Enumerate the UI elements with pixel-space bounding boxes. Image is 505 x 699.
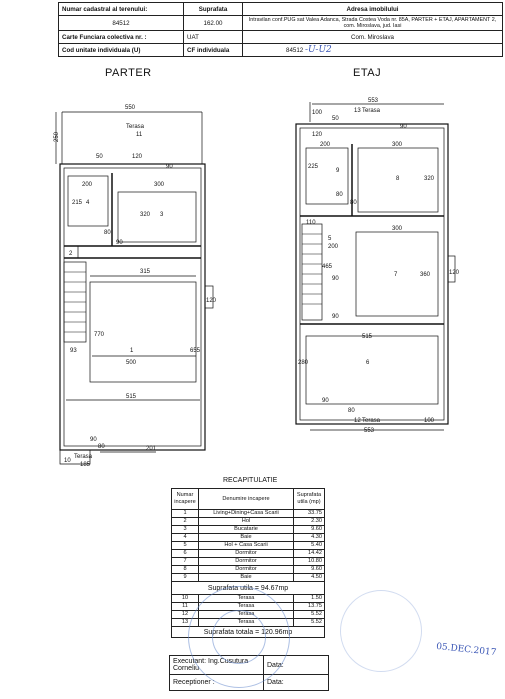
p-terasa11: Terasa — [126, 124, 145, 130]
executant-label: Executant: Ing.Cusutura Corneliu — [170, 656, 264, 675]
p-d90c: 90 — [90, 437, 97, 443]
recap-cell-n: 3 — [172, 526, 199, 534]
e-d465: 465 — [322, 264, 333, 270]
recap-cell-n: 6 — [172, 550, 199, 558]
p-d200: 200 — [82, 182, 93, 188]
recap-cell-n: 9 — [172, 574, 199, 582]
header-table — [58, 2, 503, 57]
recap-cell-d: Baie — [199, 534, 294, 542]
e-d200b: 200 — [328, 244, 339, 250]
e-d90b: 90 — [332, 276, 339, 282]
receptioner-label: Receptioner : — [170, 675, 264, 691]
official-stamp-inner — [212, 610, 266, 664]
faded-stamp — [340, 590, 422, 672]
sup-totala: Suprafata totala = 120.96mp — [172, 627, 325, 638]
recap-cell-d: Terasa — [199, 611, 294, 619]
e-terasa13: Terasa — [362, 108, 381, 114]
e-terasa12: Terasa — [362, 418, 381, 424]
adresa-value: Intravilan conf.PUG sat Valea Adanca, Strada Costea Voda nr. 85A, PARTER + ETAJ, APARTAMENT 2, com. Miroslava, jud. Iasi — [243, 16, 503, 31]
e-d90c: 90 — [332, 314, 339, 320]
recap-row — [172, 534, 325, 542]
uat-value: Com. Miroslava — [243, 31, 503, 44]
cadastral-label: Numar cadastral al terenului: — [59, 3, 184, 16]
e-d200: 200 — [320, 142, 331, 148]
cod-unitate-label: Cod unitate individuala (U) — [59, 44, 184, 57]
e-d280: 280 — [298, 360, 309, 366]
recap-cell-n: 1 — [172, 510, 199, 518]
recap-cell-v: 2.30 — [294, 518, 325, 526]
recap-cell-v: 1.50 — [294, 595, 325, 603]
recap-h-sup: Suprafata utila (mp) — [294, 489, 325, 510]
p-d185: 185 — [80, 462, 91, 468]
recap-h-den: Denumire incapere — [199, 489, 294, 510]
e-n7: 7 — [394, 272, 398, 278]
e-d360: 360 — [420, 272, 431, 278]
recap-cell-v: 14.42 — [294, 550, 325, 558]
recap-cell-v: 5.52 — [294, 611, 325, 619]
recap-row — [172, 518, 325, 526]
p-d515: 515 — [126, 394, 137, 400]
e-d100b: 100 — [424, 418, 435, 424]
recap-row — [172, 526, 325, 534]
recap-cell-n: 5 — [172, 542, 199, 550]
parter-floor-plan — [50, 86, 240, 471]
recap-cell-n: 12 — [172, 611, 199, 619]
recap-cell-v: 4.30 — [294, 534, 325, 542]
p-d90b: 90 — [116, 240, 123, 246]
uat-label: UAT — [184, 31, 243, 44]
etaj-title: ETAJ — [353, 67, 382, 79]
e-d300: 300 — [392, 142, 403, 148]
e-d300b: 300 — [392, 226, 403, 232]
p-d300: 300 — [154, 182, 165, 188]
p-d500: 500 — [126, 360, 137, 366]
p-n4: 4 — [86, 200, 90, 206]
receptioner-date: Data: — [264, 675, 329, 691]
e-d80c: 80 — [348, 408, 355, 414]
handwritten-date: 05.DEC.2017 — [435, 641, 497, 659]
e-d120b: 120 — [449, 270, 460, 276]
e-d553: 553 — [368, 98, 379, 104]
recap-cell-n: 13 — [172, 619, 199, 627]
recap-cell-v: 10.80 — [294, 558, 325, 566]
recap-cell-n: 2 — [172, 518, 199, 526]
recap-cell-d: Baie — [199, 574, 294, 582]
recap-cell-n: 11 — [172, 603, 199, 611]
p-terasa10: Terasa — [74, 454, 93, 460]
e-d110: 110 — [306, 220, 316, 226]
e-d80: 80 — [336, 192, 343, 198]
recap-cell-v: 33.75 — [294, 510, 325, 518]
p-d120: 120 — [132, 154, 143, 160]
suprafata-value: 162.00 — [184, 16, 243, 31]
recap-title: RECAPITULATIE — [223, 477, 278, 484]
e-n9: 9 — [336, 168, 340, 174]
recap-cell-d: Bucatarie — [199, 526, 294, 534]
recap-row — [172, 574, 325, 582]
recap-cell-n: 7 — [172, 558, 199, 566]
cf-colectiva-label: Carte Funciara colectiva nr. : — [59, 31, 184, 44]
recap-cell-d: Hol — [199, 518, 294, 526]
cf-individuala-cell — [243, 44, 503, 57]
recap-row — [172, 510, 325, 518]
e-n8: 8 — [396, 176, 400, 182]
recap-cell-d: Living+Dining+Casa Scarii — [199, 510, 294, 518]
recap-cell-d: Terasa — [199, 619, 294, 627]
recap-cell-v: 5.52 — [294, 619, 325, 627]
recap-row — [172, 542, 325, 550]
p-d550: 550 — [125, 105, 136, 111]
recap-cell-d: Dormitor — [199, 558, 294, 566]
e-d320: 320 — [424, 176, 435, 182]
e-d120: 120 — [312, 132, 323, 138]
e-d225: 225 — [308, 164, 319, 170]
recap-cell-v: 4.50 — [294, 574, 325, 582]
recap-cell-v: 13.75 — [294, 603, 325, 611]
p-d770: 770 — [94, 332, 105, 338]
recap-cell-v: 5.40 — [294, 542, 325, 550]
parter-title: PARTER — [105, 67, 152, 79]
e-n13: 13 — [354, 108, 361, 114]
e-d50: 50 — [332, 116, 339, 122]
recap-cell-v: 9.60 — [294, 566, 325, 574]
recap-cell-n: 4 — [172, 534, 199, 542]
p-n3: 3 — [160, 212, 164, 218]
recap-cell-d: Dormitor — [199, 550, 294, 558]
e-d553b: 553 — [364, 428, 375, 434]
p-n10: 10 — [64, 458, 71, 464]
recap-cell-d: Hol + Casa Scarii — [199, 542, 294, 550]
e-n12: 12 — [354, 418, 361, 424]
p-n11: 11 — [136, 132, 143, 138]
handwritten-unit: -U-U2 — [304, 45, 332, 55]
e-n5: 5 — [328, 236, 332, 242]
p-d215: 215 — [72, 200, 83, 206]
p-d93: 93 — [70, 348, 77, 354]
suprafata-label: Suprafata — [184, 3, 243, 16]
e-d90d: 90 — [322, 398, 329, 404]
etaj-floor-plan — [292, 92, 460, 437]
e-d90: 90 — [400, 124, 407, 130]
p-d250: 250 — [54, 131, 60, 142]
recap-cell-d: Terasa — [199, 595, 294, 603]
recap-cell-d: Dormitor — [199, 566, 294, 574]
recap-cell-n: 10 — [172, 595, 199, 603]
p-d201: 201 — [146, 446, 157, 452]
p-d320: 320 — [140, 212, 151, 218]
recap-row — [172, 550, 325, 558]
p-n1: 1 — [130, 348, 134, 354]
recap-h-num: Numar incapere — [172, 489, 199, 510]
recap-cell-d: Terasa — [199, 603, 294, 611]
adresa-label: Adresa imobilului — [243, 3, 503, 16]
p-d50: 50 — [96, 154, 103, 160]
e-d80b: 80 — [350, 200, 357, 206]
p-d80: 80 — [104, 230, 111, 236]
recap-cell-v: 9.60 — [294, 526, 325, 534]
p-d90a: 90 — [166, 164, 173, 170]
recap-row — [172, 566, 325, 574]
e-d100: 100 — [312, 110, 323, 116]
p-d120b: 120 — [206, 298, 217, 304]
p-d315: 315 — [140, 269, 151, 275]
cf-individuala-label: CF individuala — [184, 44, 243, 57]
p-n2: 2 — [69, 251, 73, 257]
executant-date: Data: — [264, 656, 329, 675]
sup-utila: Suprafata utila = 94.67mp — [172, 582, 325, 595]
p-d80b: 80 — [98, 444, 105, 450]
e-n6: 6 — [366, 360, 370, 366]
p-d655: 655 — [190, 348, 201, 354]
e-d515: 515 — [362, 334, 373, 340]
cf-individuala-value: 84512 — [286, 47, 304, 54]
cadastral-value: 84512 — [59, 16, 184, 31]
recap-cell-n: 8 — [172, 566, 199, 574]
recap-row — [172, 558, 325, 566]
